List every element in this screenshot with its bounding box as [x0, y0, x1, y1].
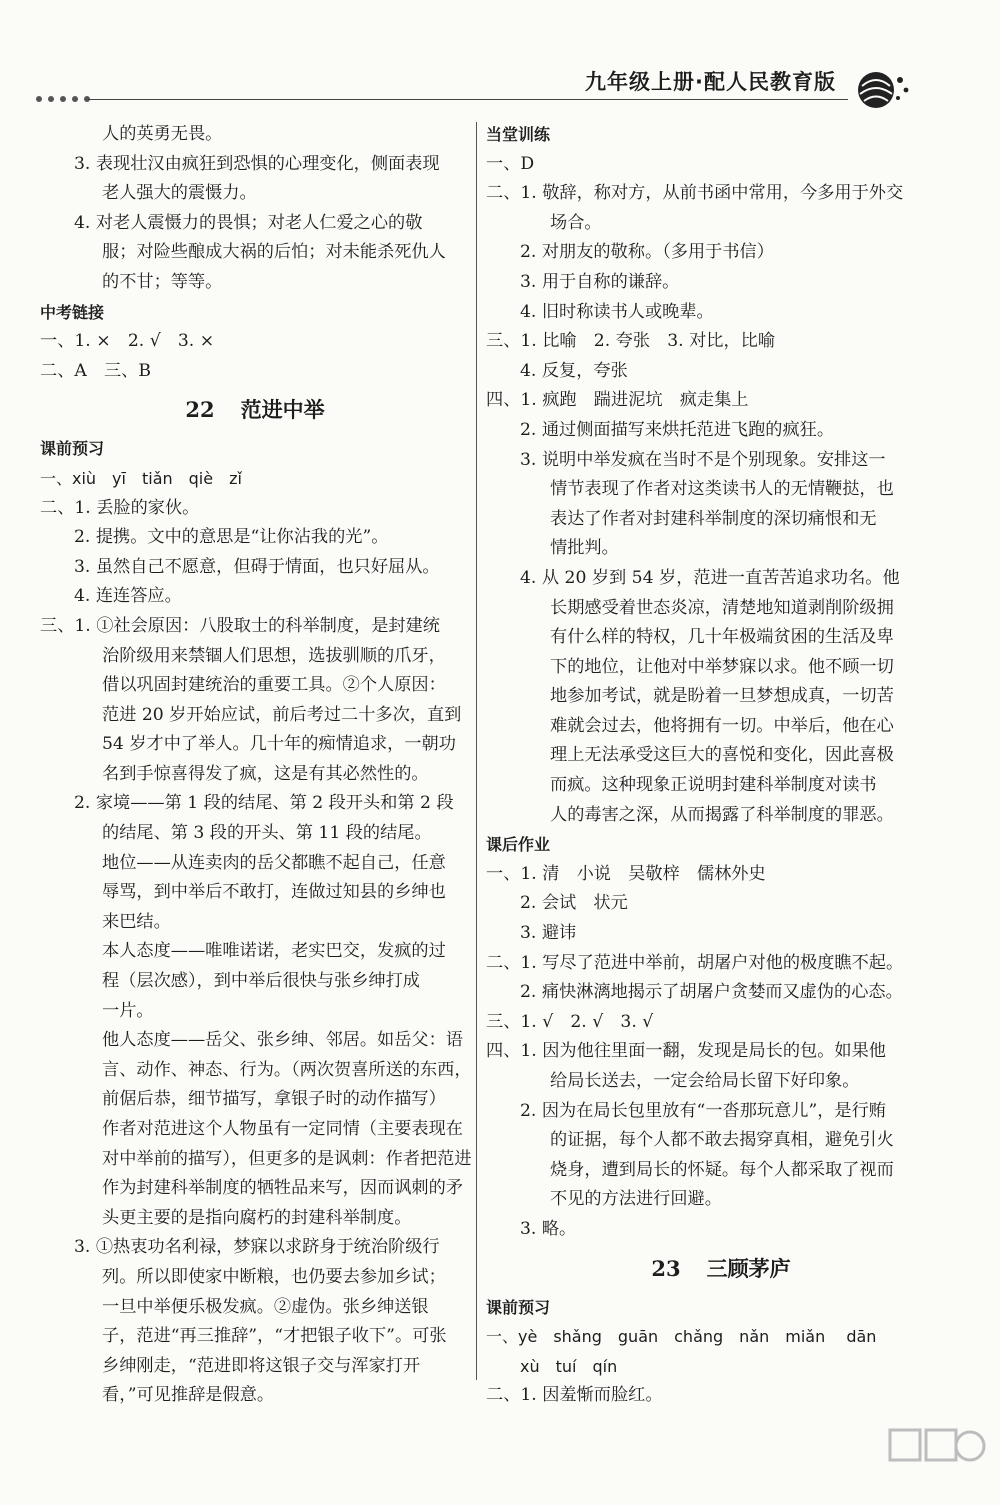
answer-line: 老人强大的震慑力。 [102, 183, 257, 204]
answer-line: 3. 虽然自己不愿意，但碍于情面，也只好屈从。 [74, 556, 440, 577]
answer-line: 难就会过去，他将拥有一切。中举后，他在心 [550, 715, 894, 736]
answer-line: 对中举前的描写），但更多的是讽刺：作者把范进 [102, 1148, 472, 1169]
answer-line: 4. 旧时称读书人或晚辈。 [520, 301, 714, 322]
right-column [486, 120, 956, 1411]
answer-line: 列。所以即使家中断粮，也仍要去参加乡试； [102, 1266, 446, 1287]
answer-line: 3. 避讳 [520, 923, 577, 944]
answer-line: 三、1. √ 2. √ 3. √ [486, 1011, 654, 1032]
answer-line: 4. 对老人震慑力的畏惧；对老人仁爱之心的敬 [74, 212, 423, 233]
answer-line: 二、1. 因羞惭而脸红。 [486, 1385, 663, 1406]
lesson-number: 23 [651, 1255, 681, 1281]
lesson-name: 范进中举 [240, 397, 325, 423]
answer-line: 表达了作者对封建科举制度的深切痛恨和无 [550, 508, 877, 529]
answer-line: 的结尾、第 3 段的开头、第 11 段的结尾。 [102, 823, 432, 844]
answer-line: 前倨后恭，细节描写，拿银子时的动作描写） [102, 1089, 446, 1110]
answer-line: 一、1. × 2. √ 3. × [40, 331, 215, 352]
watermark-stamp [860, 1420, 990, 1500]
answer-line: 乡绅刚走，“范进即将这银子交与浑家打开 [102, 1355, 421, 1376]
answer-line: 范进 20 岁开始应试，前后考过二十多次，直到 [102, 704, 462, 725]
lesson-number: 22 [185, 397, 215, 423]
column-divider [476, 122, 477, 1380]
answer-line: 2. 对朋友的敬称。（多用于书信） [520, 242, 774, 263]
answer-line: 2. 家境——第 1 段的结尾、第 2 段开头和第 2 段 [74, 793, 454, 814]
answer-line: 3. 说明中举发疯在当时不是个别现象。安排这一 [520, 449, 886, 470]
answer-line: 理上无法承受这巨大的喜悦和变化，因此喜极 [550, 745, 894, 766]
answer-line: 而疯。这种现象正说明封建科举制度对读书 [550, 775, 877, 796]
answer-line: 长期感受着世态炎凉，清楚地知道剥削阶级拥 [550, 597, 894, 618]
decorative-dots [36, 96, 90, 102]
answer-line: 二、1. 写尽了范进中举前，胡屠户对他的极度瞧不起。 [486, 952, 904, 973]
answer-line: 名到手惊喜得发了疯，这是有其必然性的。 [102, 763, 429, 784]
header-rule [88, 99, 848, 100]
answer-line: 言、动作、神态、行为。（两次贺喜所送的东西， [102, 1059, 472, 1080]
answer-line: 头更主要的是指向腐朽的封建科举制度。 [102, 1207, 412, 1228]
answer-line: 一、D [486, 153, 535, 174]
answer-line: 借以巩固封建统治的重要工具。②个人原因： [102, 675, 446, 696]
answer-line: 场合。 [550, 212, 602, 233]
answer-line: 三、1. 比喻 2. 夸张 3. 对比，比喻 [486, 331, 776, 352]
answer-line: 的证据，每个人都不敢去揭穿真相，避免引火 [550, 1130, 894, 1151]
answer-line: 一、xiù yī tiǎn qiè zǐ [40, 468, 242, 488]
answer-line: 人的毒害之深，从而揭露了科举制度的罪恶。 [550, 804, 894, 825]
answer-line: 二、A 三、B [40, 360, 151, 381]
answer-line: 不见的方法进行回避。 [550, 1189, 722, 1210]
answer-line: 4. 反复，夸张 [520, 360, 628, 381]
answer-line: 二、1. 丢脸的家伙。 [40, 497, 200, 518]
answer-line: 3. 用于自称的谦辞。 [520, 271, 680, 292]
answer-line: 下的地位，让他对中举梦寐以求。他不顾一切 [550, 656, 894, 677]
answer-line: 4. 连连答应。 [74, 586, 182, 607]
answer-line: 地位——从连卖肉的岳父都瞧不起自己，任意 [102, 852, 446, 873]
answer-line: 情节表现了作者对这类读书人的无情鞭挞，也 [550, 479, 894, 500]
answer-line: 作为封建科举制度的牺牲品来写，因而讽刺的矛 [102, 1178, 463, 1199]
answer-line: 给局长送去，一定会给局长留下好印象。 [550, 1071, 860, 1091]
answer-line: 2. 通过侧面描写来烘托范进飞跑的疯狂。 [520, 419, 835, 440]
answer-line: 一、yè shǎng guān chǎng nǎn miǎn dān [486, 1327, 877, 1347]
answer-line: 人的英勇无畏。 [102, 124, 223, 144]
answer-line: 地参加考试，就是盼着一旦梦想成真，一切苦 [550, 686, 894, 707]
answer-line: 来巴结。 [102, 911, 171, 932]
answer-line: 2. 提携。文中的意思是“让你沾我的光”。 [74, 527, 389, 548]
answer-line: 的不甘；等等。 [102, 271, 223, 292]
section-heading: 当堂训练 [486, 125, 551, 144]
answer-line: 烧身，遭到局长的怀疑。每个人都采取了视而 [550, 1159, 894, 1180]
answer-line: 四、1. 疯跑 踹进泥坑 疯走集上 [486, 390, 749, 411]
answer-line: 2. 因为在局长包里放有“一沓那玩意儿”，是行贿 [520, 1100, 886, 1121]
answer-line: 治阶级用来禁锢人们思想，选拔驯顺的爪牙， [102, 645, 446, 666]
answer-line: xù tuí qín [520, 1356, 618, 1376]
answer-line: 作者对范进这个人物虽有一定同情（主要表现在 [102, 1119, 463, 1139]
section-heading: 课前预习 [40, 439, 105, 459]
answer-line: 他人态度——岳父、张乡绅、邻居。如岳父：语 [102, 1030, 463, 1051]
lesson-title [486, 1245, 956, 1293]
answer-line: 二、1. 敬辞，称对方，从前书函中常用，今多用于外交 [486, 183, 904, 204]
lesson-name: 三顾茅庐 [706, 1255, 791, 1281]
answer-line: 2. 会试 状元 [520, 893, 628, 914]
answer-line: 辱骂，到中举后不敢打，连做过知县的乡绅也 [102, 882, 446, 903]
answer-line: 看，”可见推辞是假意。 [102, 1385, 275, 1406]
answer-line: 3. ①热衷功名利禄，梦寐以求跻身于统治阶级行 [74, 1237, 440, 1258]
answer-line: 3. 表现壮汉由疯狂到恐惧的心理变化，侧面表现 [74, 153, 440, 174]
left-column [40, 120, 470, 1411]
answer-line: 子，范进“再三推辞”，“才把银子收下”。可张 [102, 1326, 447, 1347]
answer-line: 3. 略。 [520, 1218, 577, 1239]
answer-line: 一旦中举便乐极发疯。②虚伪。张乡绅送银 [102, 1296, 429, 1317]
answer-line: 本人态度——唯唯诺诺，老实巴交，发疯的过 [102, 941, 446, 962]
answer-line: 2. 痛快淋漓地揭示了胡屠户贪婪而又虚伪的心态。 [520, 982, 903, 1003]
section-heading: 课后作业 [486, 835, 551, 855]
page-header [0, 0, 1000, 110]
section-heading: 中考链接 [40, 302, 105, 322]
answer-line: 54 岁才中了举人。几十年的痴情追求，一朝功 [102, 734, 456, 755]
answer-line: 服；对险些酿成大祸的后怕；对未能杀死仇人 [102, 242, 446, 263]
answer-line: 四、1. 因为他往里面一翻，发现是局长的包。如果他 [486, 1041, 886, 1062]
answer-line: 一片。 [102, 1000, 154, 1021]
globe-logo-icon [852, 66, 912, 110]
answer-line: 4. 从 20 岁到 54 岁，范进一直苦苦追求功名。他 [520, 567, 900, 588]
answer-line: 有什么样的特权，几十年极端贫困的生活及卑 [550, 627, 894, 648]
book-title: 九年级上册·配人民教育版 [585, 70, 836, 94]
lesson-title [40, 386, 470, 434]
answer-line: 三、1. ①社会原因：八股取士的科举制度，是封建统 [40, 615, 440, 636]
section-heading: 课前预习 [486, 1297, 551, 1317]
answer-line: 程（层次感），到中举后很快与张乡绅打成 [102, 971, 420, 992]
answer-line: 情批判。 [550, 538, 619, 559]
answer-line: 一、1. 清 小说 吴敬梓 儒林外史 [486, 863, 766, 884]
